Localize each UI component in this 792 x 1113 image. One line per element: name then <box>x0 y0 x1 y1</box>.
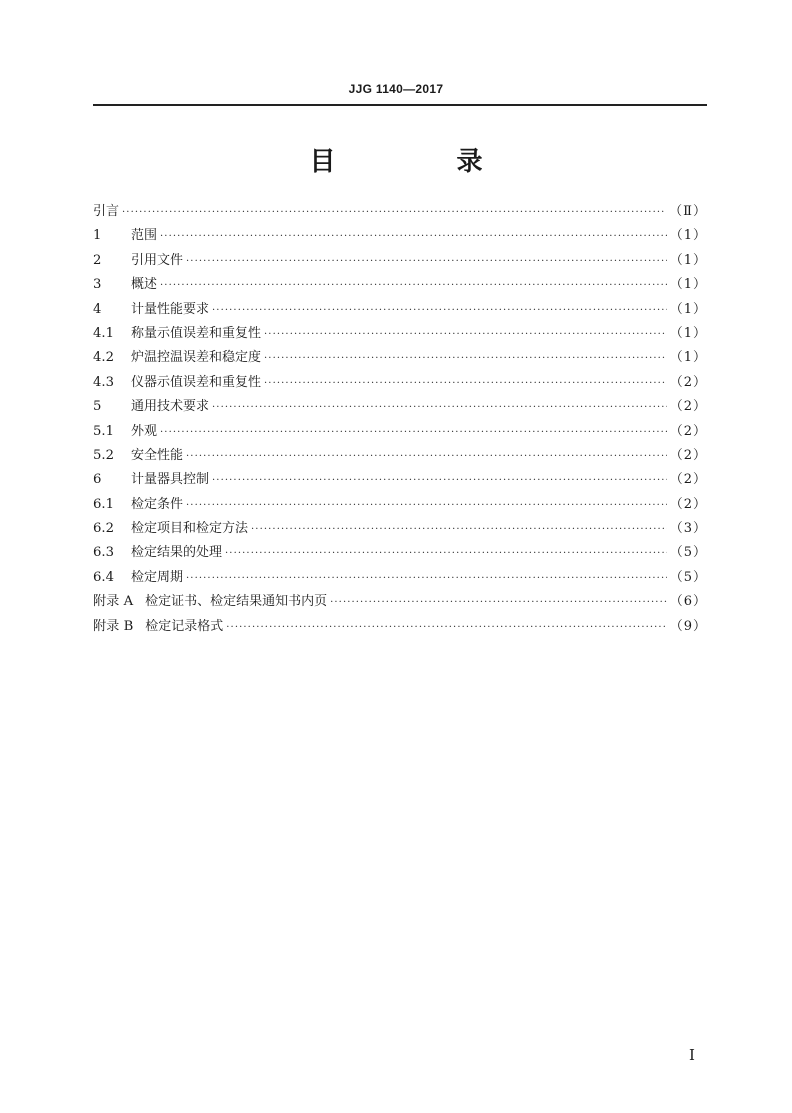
toc-dot-leader <box>160 280 667 291</box>
toc-dot-leader <box>122 207 666 218</box>
toc-entry-page: （5） <box>669 545 707 561</box>
toc-entry[interactable] <box>93 322 707 346</box>
toc-entry-page: （5） <box>669 569 707 585</box>
toc-entry-title: 计量器具控制 <box>131 472 210 488</box>
toc-dot-leader <box>225 548 667 559</box>
toc-entry-page: （6） <box>669 594 707 610</box>
toc-entry[interactable] <box>93 590 707 614</box>
toc-entry-number: 4.3 <box>93 374 114 390</box>
toc-entry-title: 检定周期 <box>131 569 184 585</box>
toc-entry[interactable] <box>93 346 707 370</box>
toc-entry-page: （2） <box>669 447 707 463</box>
toc-entry-title: 炉温控温误差和稳定度 <box>131 350 262 366</box>
toc-entry-number: 2 <box>93 252 102 268</box>
toc-entry[interactable] <box>93 371 707 395</box>
toc-entry-title: 范围 <box>131 228 158 244</box>
toc-entry-page: （3） <box>669 521 707 537</box>
toc-dot-leader <box>186 256 667 267</box>
toc-entry[interactable] <box>93 273 707 297</box>
toc-dot-leader <box>330 597 667 608</box>
toc-entry[interactable] <box>93 298 707 322</box>
toc-dot-leader <box>212 475 667 486</box>
toc-entry-page: （2） <box>669 399 707 415</box>
toc-entry-number: 6.2 <box>93 521 114 537</box>
toc-entry[interactable] <box>93 566 707 590</box>
toc-entry[interactable] <box>93 200 707 224</box>
page-number: I <box>689 1046 695 1064</box>
toc-entry-page: （1） <box>669 252 707 268</box>
toc-entry-number: 6.4 <box>93 569 114 585</box>
toc-entry-page: （2） <box>669 496 707 512</box>
toc-entry-number: 4.1 <box>93 325 114 341</box>
toc-entry-number: 5.1 <box>93 423 114 439</box>
toc-entry[interactable] <box>93 615 707 639</box>
toc-entry[interactable] <box>93 493 707 517</box>
toc-entry-title: 概述 <box>131 277 158 293</box>
toc-entry[interactable] <box>93 420 707 444</box>
toc-entry-number: 6 <box>93 472 102 488</box>
toc-dot-leader <box>226 622 666 633</box>
toc-entry-page: （2） <box>669 423 707 439</box>
toc-entry-title: 检定项目和检定方法 <box>131 521 249 537</box>
toc-dot-leader <box>186 451 667 462</box>
toc-entry-number: 6.1 <box>93 496 114 512</box>
toc-entry-title: 检定记录格式 <box>145 618 224 634</box>
toc-entry-page: （2） <box>669 374 707 390</box>
toc-entry-page: （Ⅱ） <box>669 204 707 219</box>
toc-entry-number: 5 <box>93 399 102 415</box>
toc-entry[interactable] <box>93 224 707 248</box>
toc-entry-number: 附录 A <box>93 594 134 610</box>
toc-entry-number: 4 <box>93 301 102 317</box>
toc-dot-leader <box>160 427 667 438</box>
header-rule <box>93 104 707 106</box>
toc-entry[interactable] <box>93 541 707 565</box>
toc-entry-title: 引言 <box>93 204 120 219</box>
toc-entry-page: （1） <box>669 228 707 244</box>
toc-entry[interactable] <box>93 249 707 273</box>
toc-dot-leader <box>212 402 667 413</box>
toc-entry-page: （1） <box>669 301 707 317</box>
toc-dot-leader <box>264 378 667 389</box>
toc-entry-title: 引用文件 <box>131 252 184 268</box>
toc-dot-leader <box>160 231 667 242</box>
toc-dot-leader <box>212 305 667 316</box>
toc-entry-title: 检定结果的处理 <box>131 545 223 561</box>
toc-entry-number: 5.2 <box>93 447 114 463</box>
toc-entry-page: （1） <box>669 277 707 293</box>
toc-entry-title: 检定证书、检定结果通知书内页 <box>145 594 328 610</box>
toc-entry[interactable] <box>93 395 707 419</box>
toc-entry-page: （9） <box>669 618 707 634</box>
toc-entry[interactable] <box>93 517 707 541</box>
page-title: 目 录 <box>309 147 539 177</box>
toc-dot-leader <box>251 524 667 535</box>
toc-entry-number: 4.2 <box>93 350 114 366</box>
toc-entry[interactable] <box>93 468 707 492</box>
toc-entry-title: 计量性能要求 <box>131 301 210 317</box>
toc-entry-page: （2） <box>669 472 707 488</box>
table-of-contents <box>93 200 707 639</box>
toc-entry-page: （1） <box>669 325 707 341</box>
toc-entry-title: 仪器示值误差和重复性 <box>131 374 262 390</box>
toc-entry-title: 通用技术要求 <box>131 399 210 415</box>
toc-entry-title: 外观 <box>131 423 158 439</box>
toc-entry-number: 附录 B <box>93 618 134 634</box>
toc-entry-title: 称量示值误差和重复性 <box>131 325 262 341</box>
toc-entry-number: 1 <box>93 228 102 244</box>
toc-dot-leader <box>186 500 667 511</box>
standard-code-header: JJG 1140—2017 <box>348 82 444 96</box>
toc-entry-title: 检定条件 <box>131 496 184 512</box>
toc-dot-leader <box>264 329 667 340</box>
toc-entry[interactable] <box>93 444 707 468</box>
toc-entry-title: 安全性能 <box>131 447 184 463</box>
toc-entry-number: 3 <box>93 277 102 293</box>
toc-entry-number: 6.3 <box>93 545 114 561</box>
toc-entry-page: （1） <box>669 350 707 366</box>
toc-dot-leader <box>264 353 667 364</box>
toc-dot-leader <box>186 573 667 584</box>
